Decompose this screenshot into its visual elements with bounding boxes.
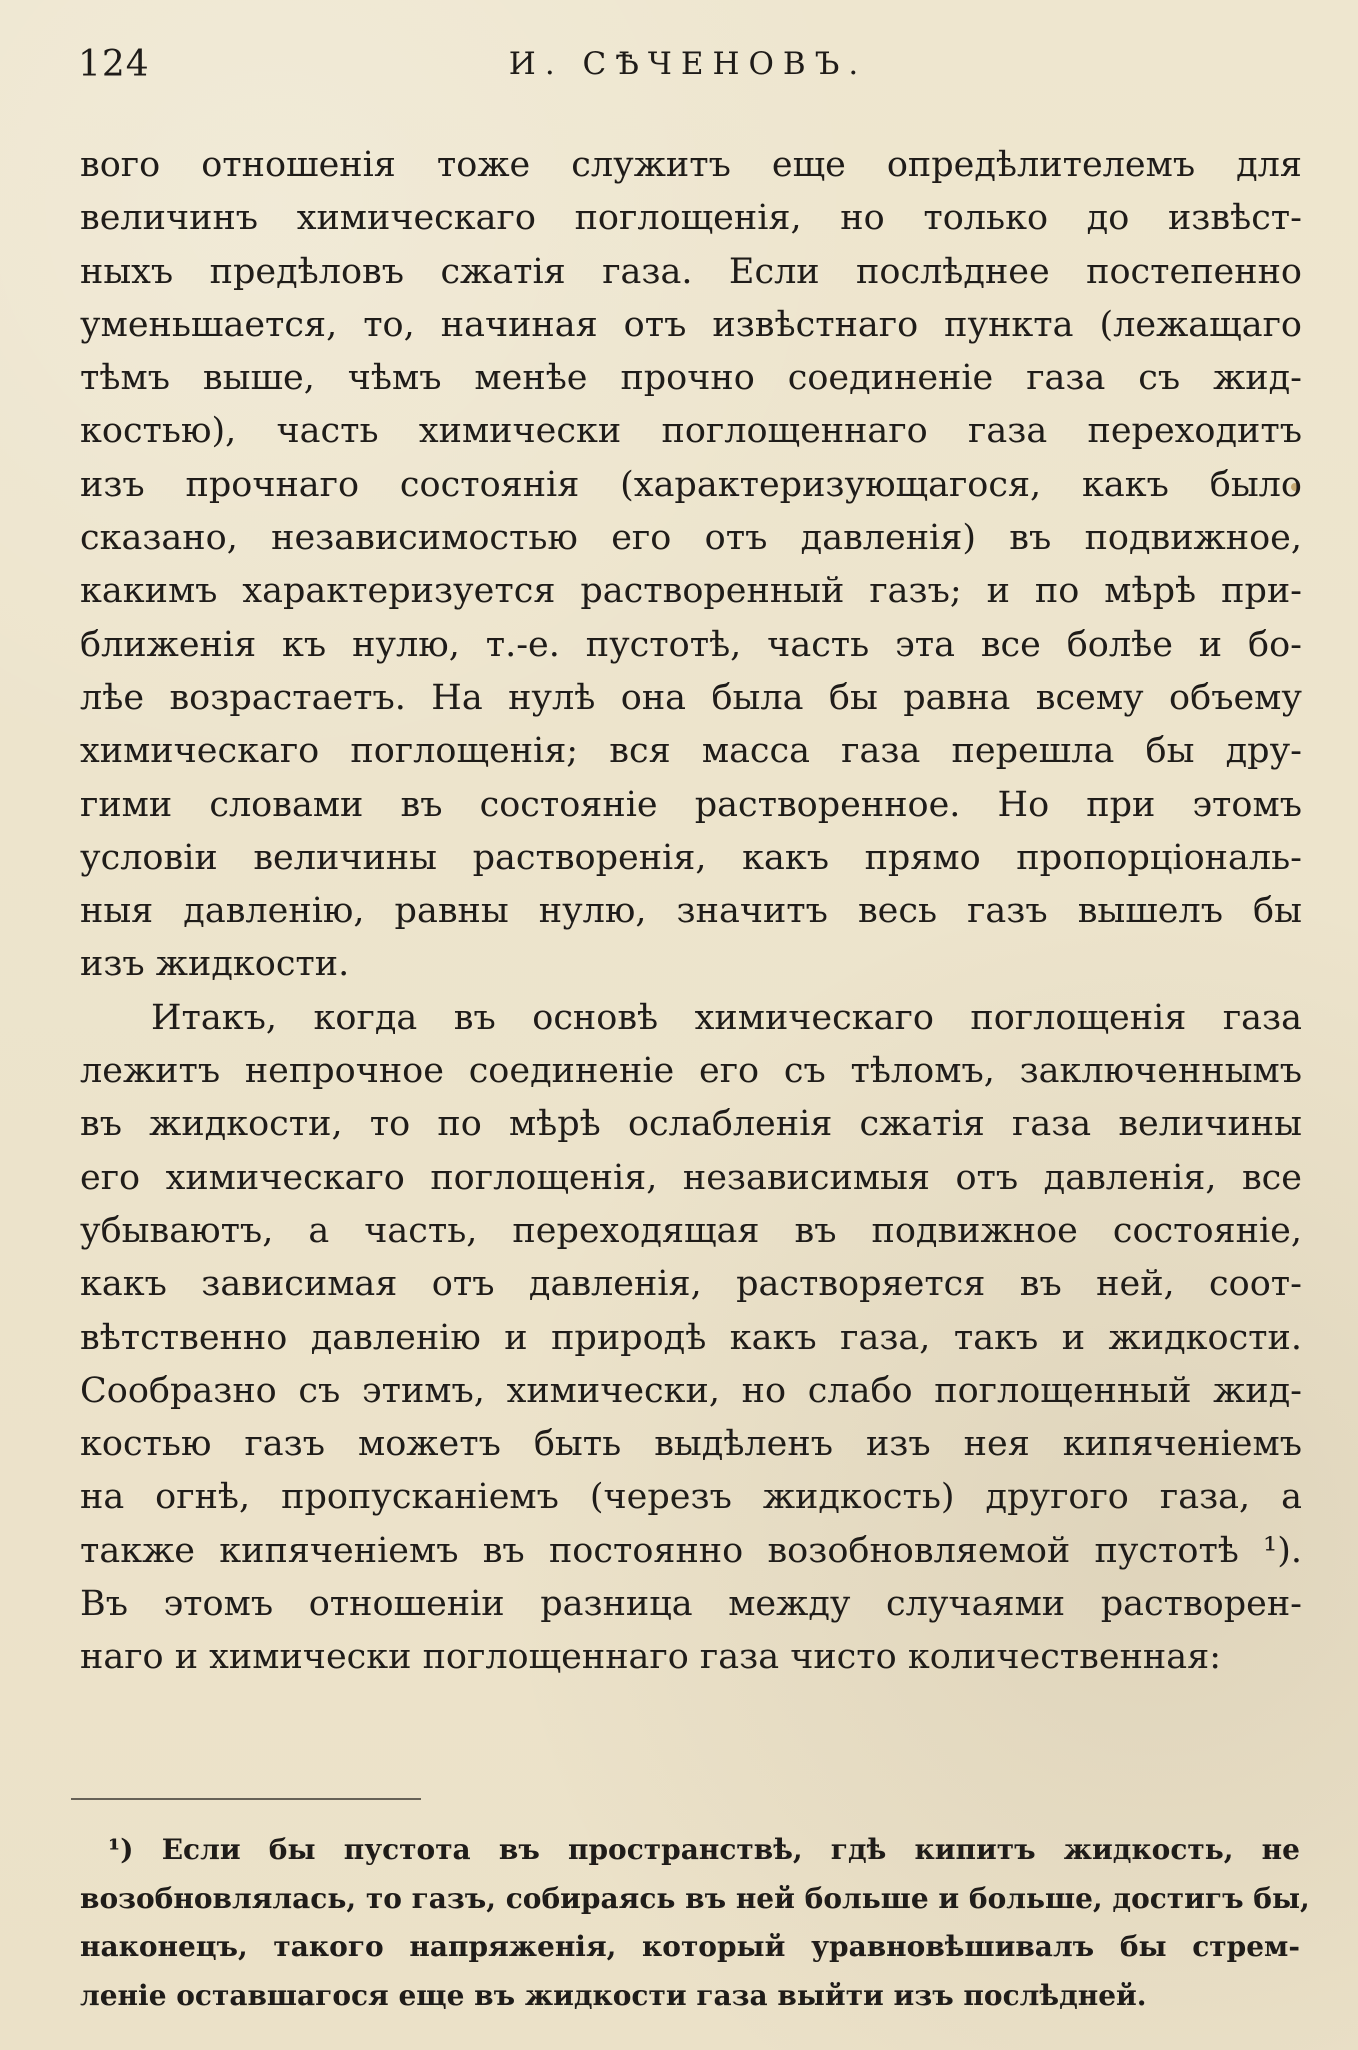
- text-line: величинъ химическаго поглощенія, но только до извѣст-: [80, 198, 1302, 239]
- footnote-line: возобновлялась, то газъ, собираясь въ ней больше и больше, достигъ бы,: [80, 1881, 1310, 1915]
- main-text: [80, 139, 1302, 1685]
- text-line: какимъ характеризуется растворенный газъ; и по мѣрѣ при-: [80, 571, 1302, 612]
- text-line: изъ жидкости.: [80, 944, 350, 985]
- page-header: [78, 44, 1298, 94]
- page-number: 124: [78, 44, 150, 85]
- text-line: на огнѣ, пропусканіемъ (черезъ жидкость) другого газа, а: [80, 1477, 1302, 1518]
- text-line: ближенія къ нулю, т.-е. пустотѣ, часть эта все болѣе и бо-: [80, 624, 1302, 665]
- footnote-line: леніе оставшагося еще въ жидкости газа выйти изъ послѣдней.: [80, 1978, 1147, 2012]
- footnote: [80, 1826, 1310, 2020]
- text-line: костью газъ можетъ быть выдѣленъ изъ нея кипяченіемъ: [80, 1424, 1302, 1465]
- text-line: лежитъ непрочное соединеніе его съ тѣломъ, заключеннымъ: [80, 1051, 1302, 1092]
- text-line: Сообразно съ этимъ, химически, но слабо поглощенный жид-: [80, 1370, 1302, 1411]
- text-line: его химическаго поглощенія, независимыя отъ давленія, все: [80, 1157, 1302, 1198]
- text-line: лѣе возрастаетъ. На нулѣ она была бы равна всему объему: [80, 677, 1302, 718]
- footnote-line: ¹) Если бы пустота въ пространствѣ, гдѣ кипитъ жидкость, не: [108, 1833, 1300, 1866]
- text-line: вѣтственно давленію и природѣ какъ газа, такъ и жидкости.: [80, 1317, 1302, 1358]
- text-line: убываютъ, а часть, переходящая въ подвижное состояніе,: [80, 1210, 1302, 1251]
- text-line: наго и химически поглощеннаго газа чисто количественная:: [80, 1637, 1221, 1678]
- footnote-line: наконецъ, такого напряженія, который уравновѣшивалъ бы стрем-: [80, 1930, 1300, 1964]
- text-line: химическаго поглощенія; вся масса газа перешла бы дру-: [80, 731, 1302, 772]
- text-line: Итакъ, когда въ основѣ химическаго поглощенія газа: [151, 997, 1302, 1038]
- text-line: ныхъ предѣловъ сжатія газа. Если послѣднее постепенно: [80, 251, 1302, 292]
- running-head: И. СѢЧЕНОВЪ.: [508, 46, 868, 82]
- text-line: вого отношенія тоже служитъ еще опредѣлителемъ для: [80, 145, 1302, 185]
- text-line: изъ прочнаго состоянія (характеризующагося, какъ было: [80, 464, 1302, 505]
- footnote-rule: [71, 1798, 421, 1800]
- text-line: также кипяченіемъ въ постоянно возобновляемой пустотѣ ¹).: [80, 1530, 1302, 1571]
- text-line: Въ этомъ отношеніи разница между случаями растворен-: [80, 1584, 1302, 1625]
- text-line: уменьшается, то, начиная отъ извѣстнаго пункта (лежащаго: [80, 304, 1302, 345]
- text-line: костью), часть химически поглощеннаго газа переходитъ: [80, 411, 1302, 452]
- text-line: какъ зависимая отъ давленія, растворяется въ ней, соот-: [80, 1264, 1302, 1305]
- text-line: сказано, независимостью его отъ давленія) въ подвижное,: [80, 518, 1302, 559]
- text-line: ныя давленію, равны нулю, значитъ весь газъ вышелъ бы: [80, 891, 1302, 932]
- text-line: условіи величины растворенія, какъ прямо пропорціональ-: [80, 837, 1302, 878]
- text-line: въ жидкости, то по мѣрѣ ослабленія сжатія газа величины: [80, 1104, 1302, 1145]
- text-line: тѣмъ выше, чѣмъ менѣе прочно соединеніе газа съ жид-: [80, 358, 1302, 399]
- text-line: гими словами въ состояніе растворенное. Но при этомъ: [80, 784, 1302, 825]
